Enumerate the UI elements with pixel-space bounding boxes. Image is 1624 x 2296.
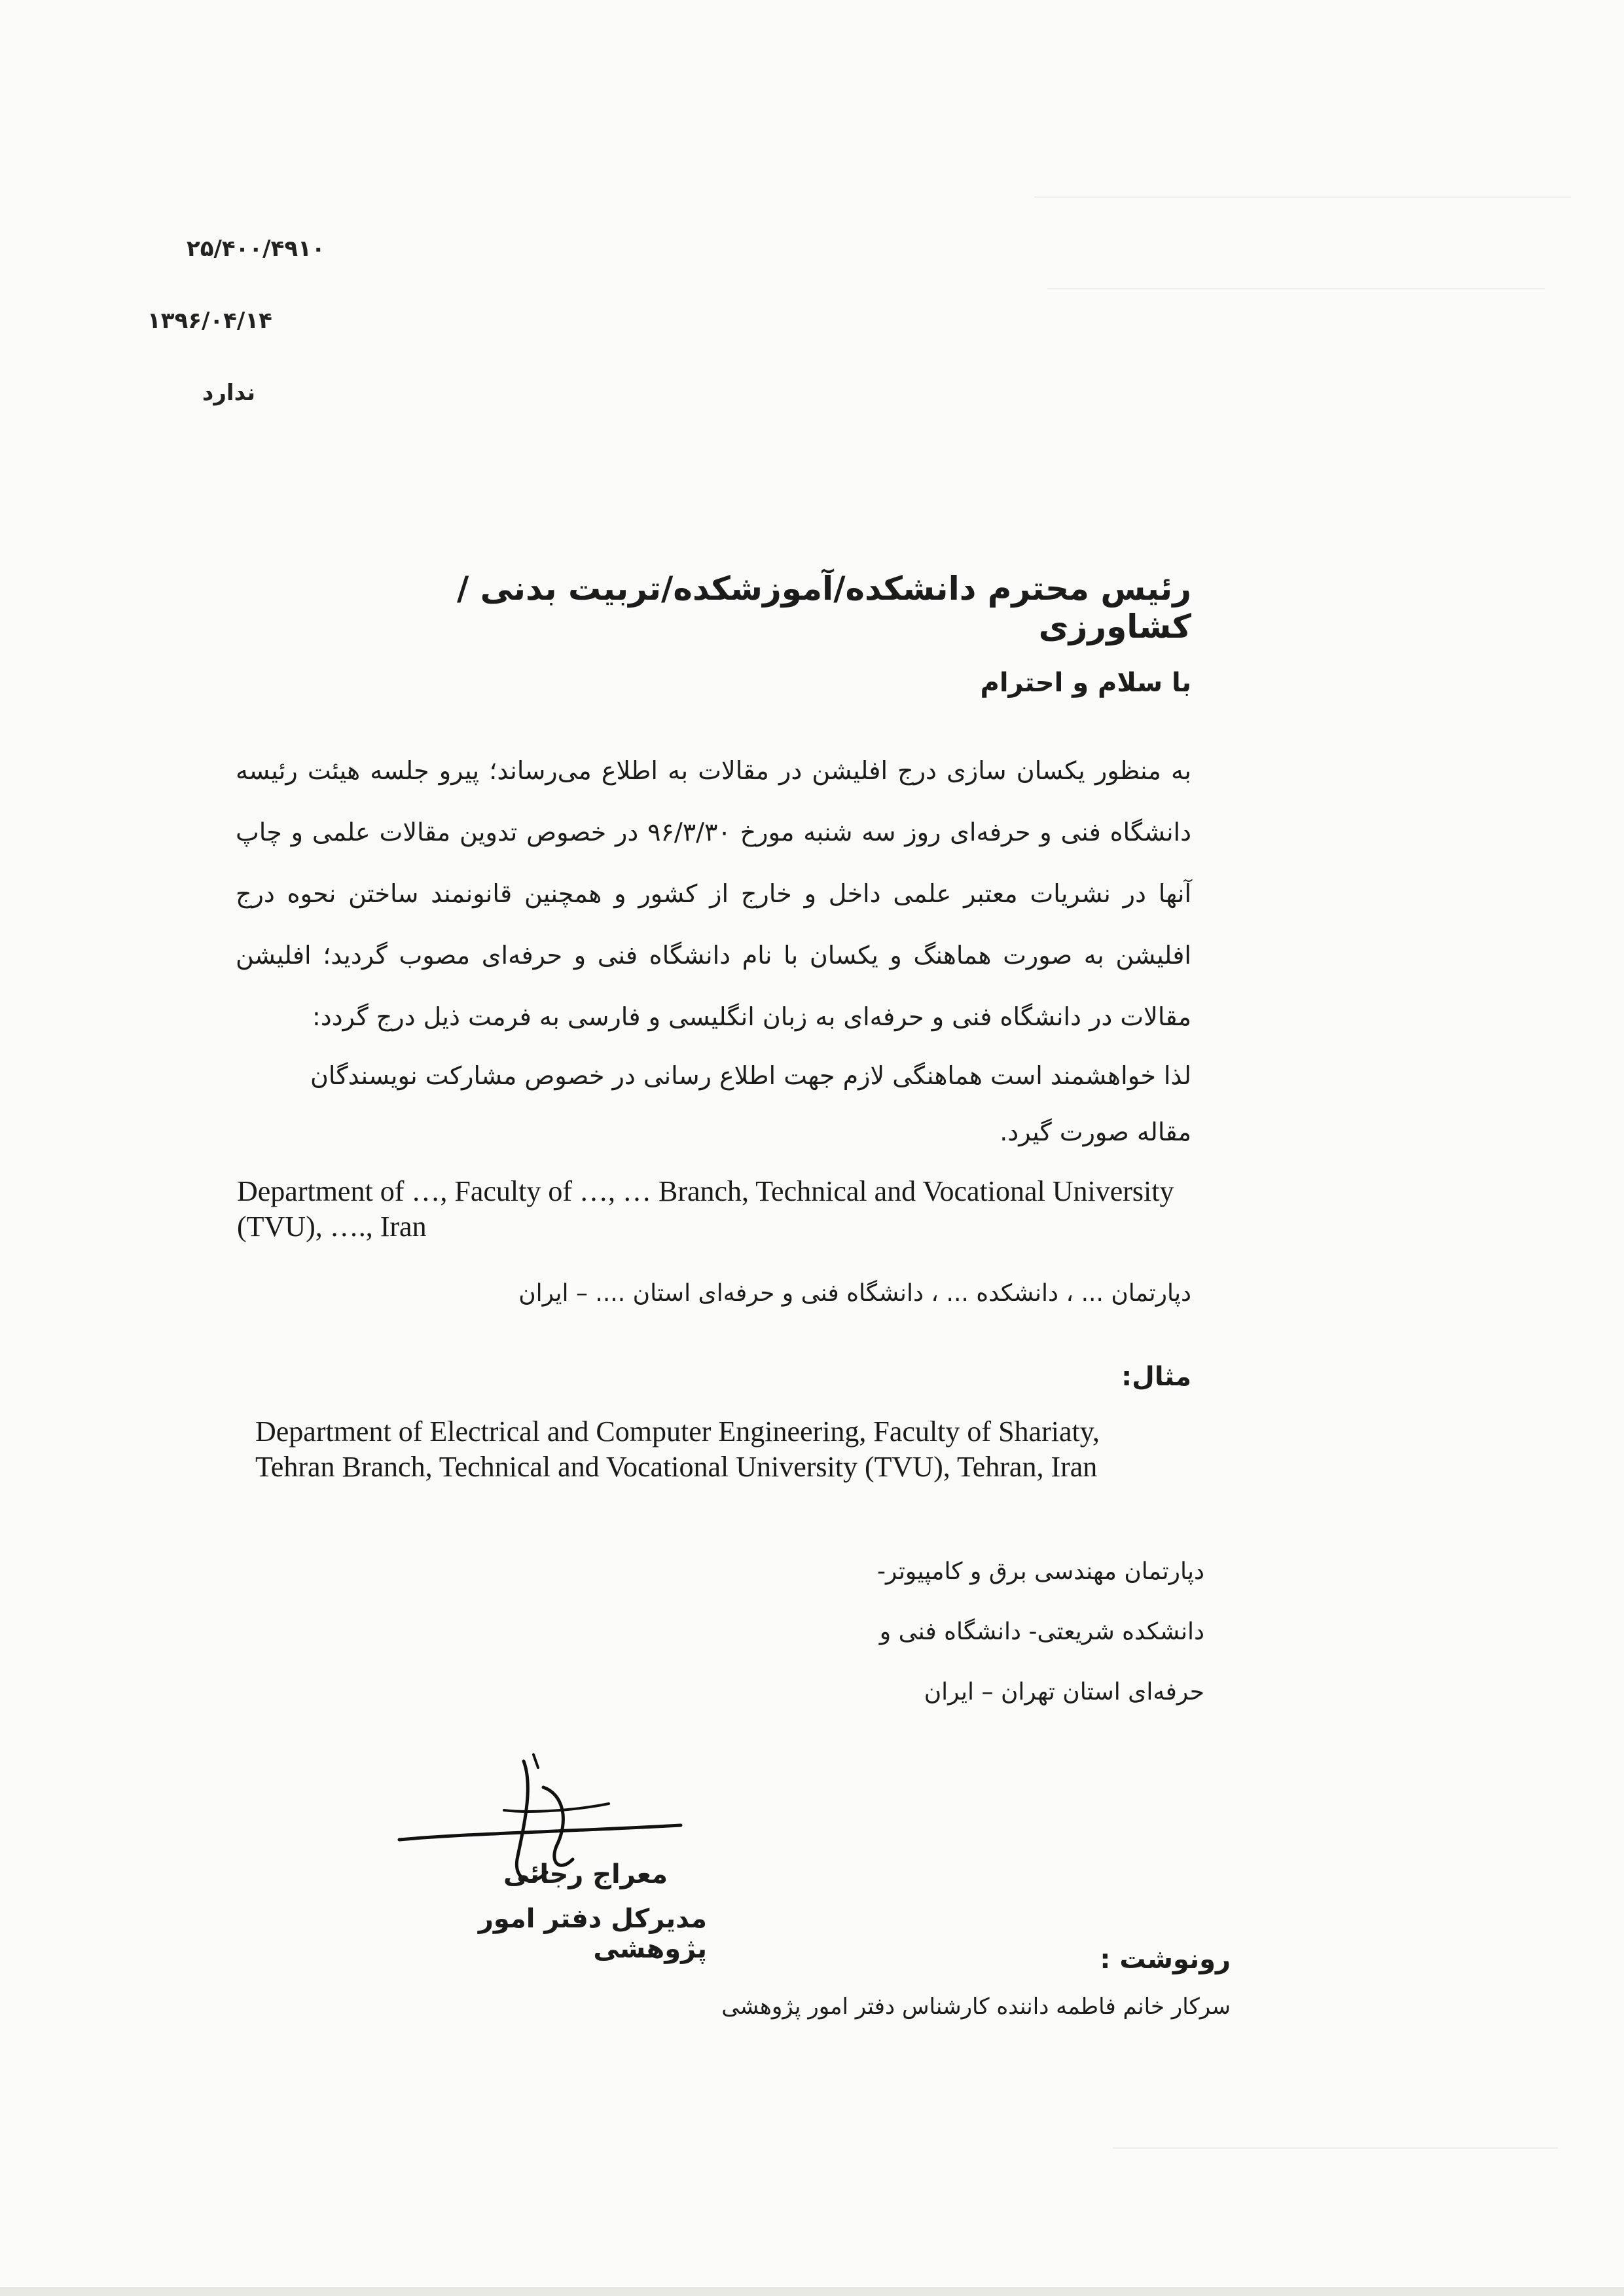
recipient-title: رئیس محترم دانشکده/آموزشکده/تربیت بدنی /کشاورزی <box>456 570 1191 646</box>
example-english: Department of Electrical and Computer Engineering, Faculty of Shariaty, Tehran Branch, Technical and Vocational University (TVU), Tehran, Iran <box>255 1415 1100 1483</box>
affiliation-format-english: Department of …, Faculty of …, … Branch, Technical and Vocational University (TVU), …., Iran <box>237 1175 1174 1243</box>
scan-footer-strip <box>0 2287 1624 2296</box>
signatory-name: معراج رجائی <box>503 1859 668 1889</box>
letter-number: ۲۵/۴۰۰/۴۹۱۰ <box>187 236 325 262</box>
scan-artifact <box>1034 196 1571 198</box>
scan-artifact <box>1113 2147 1558 2149</box>
example-label: مثال: <box>1121 1362 1191 1392</box>
affiliation-format-persian: دپارتمان ... ، دانشکده ... ، دانشگاه فنی و حرفه‌ای استان .... – ایران <box>518 1280 1191 1307</box>
cc-recipient: سرکار خانم فاطمه داننده کارشناس دفتر امور پژوهشی <box>721 1994 1231 2020</box>
scan-artifact <box>1047 288 1545 289</box>
cc-label: رونوشت : <box>1100 1944 1231 1975</box>
greeting: با سلام و احترام <box>980 668 1191 698</box>
request-paragraph: لذا خواهشمند است هماهنگی لازم جهت اطلاع رسانی در خصوص مشارکت نویسندگان مقاله صورت گیرد. <box>310 1061 1191 1146</box>
example-persian: دپارتمان مهندسی برق و کامپیوتر-دانشکده شریعتی- دانشگاه فنی و حرفه‌ای استان تهران – ایران <box>876 1558 1204 1705</box>
handwritten-signature <box>393 1748 694 1918</box>
letter-date: ۱۳۹۶/۰۴/۱۴ <box>147 308 272 334</box>
letter-attachment: ندارد <box>202 380 255 406</box>
signatory-position: مدیرکل دفتر امور پژوهشی <box>478 1904 707 1964</box>
body-paragraph: به منظور یکسان سازی درج افلیشن در مقالات به اطلاع می‌رساند؛ پیرو جلسه هیئت رئیسه دانشگاه فنی و حرفه‌ای روز سه شنبه مورخ ۹۶/۳/۳۰ در خصوص تدوین مقالات علمی و چاپ آنها در نشریات معتبر علمی داخل و خارج از کشور و همچنین قانونمند ساختن نحوه درج افلیشن به صورت هماهنگ و یکسان با نام دانشگاه فنی و حرفه‌ای مصوب گردید؛ افلیشن مقالات در دانشگاه فنی و حرفه‌ای به زبان انگلیسی و فارسی به فرمت ذیل درج گردد: <box>236 756 1191 1031</box>
